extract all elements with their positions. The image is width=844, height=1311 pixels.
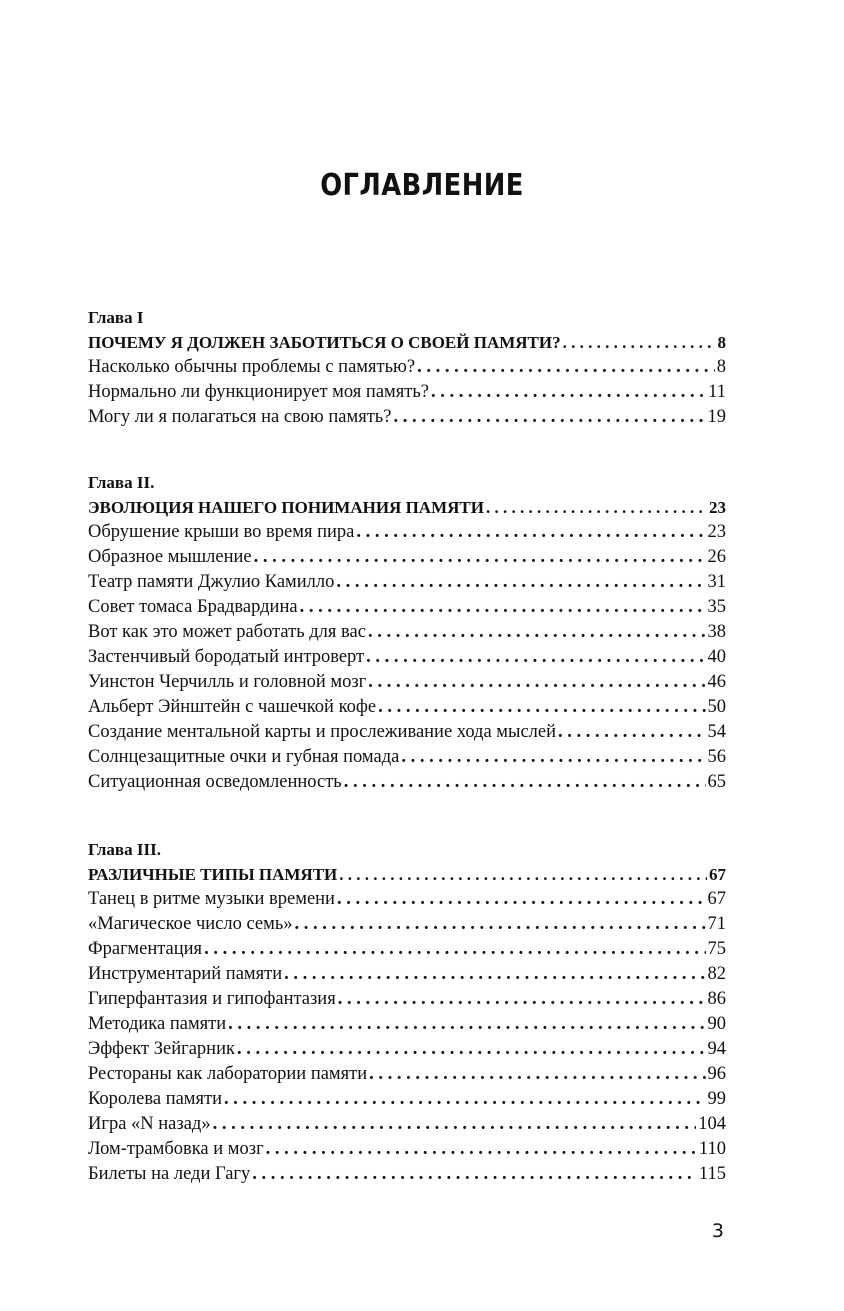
toc-entry[interactable] [88, 987, 726, 1012]
toc-entry-title: Эффект Зейгарник [88, 1039, 235, 1059]
chapter-heading-title: РАЗЛИЧНЫЕ ТИПЫ ПАМЯТИ [88, 865, 338, 884]
dot-leader [369, 1062, 705, 1087]
toc-entry[interactable] [88, 1062, 726, 1087]
dot-leader [486, 495, 707, 520]
toc-entry-page: 71 [707, 914, 726, 934]
toc-entry-title: Могу ли я полагаться на свою память? [88, 407, 392, 427]
chapter-heading-title: ЭВОЛЮЦИЯ НАШЕГО ПОНИМАНИЯ ПАМЯТИ [88, 498, 484, 517]
chapter-heading-title: ПОЧЕМУ Я ДОЛЖЕН ЗАБОТИТЬСЯ О СВОЕЙ ПАМЯТИ? [88, 333, 561, 352]
toc-entry-page: 82 [707, 964, 726, 984]
toc-entry[interactable] [88, 912, 726, 937]
toc-entry-page: 50 [707, 697, 726, 717]
chapter-heading[interactable] [88, 330, 726, 355]
page-title: ОГЛАВЛЕНИЕ [320, 168, 524, 203]
toc-entry[interactable] [88, 695, 726, 720]
toc-entry[interactable] [88, 670, 726, 695]
toc-entry-title: Создание ментальной карты и прослеживание хода мыслей [88, 722, 557, 742]
toc-entry-page: 110 [698, 1139, 726, 1159]
chapter-label: Глава I [88, 308, 144, 327]
toc-entry[interactable] [88, 720, 726, 745]
toc-entry-title: Лом-трамбовка и мозг [88, 1139, 264, 1159]
toc-entry-title: Игра «N назад» [88, 1114, 211, 1134]
toc-entry[interactable] [88, 355, 726, 380]
toc-entry-title: Совет томаса Брадвардина [88, 597, 298, 617]
dot-leader [284, 962, 705, 987]
dot-leader [401, 745, 705, 770]
chapter-heading[interactable] [88, 862, 726, 887]
chapter-label: Глава II. [88, 473, 155, 492]
toc-entry[interactable] [88, 1112, 726, 1137]
dot-leader [337, 887, 706, 912]
dot-leader [431, 380, 706, 405]
toc-entry-title: «Магическое число семь» [88, 914, 293, 934]
dot-leader [252, 1162, 697, 1187]
dot-leader [295, 912, 706, 937]
toc-entry-title: Образное мышление [88, 547, 252, 567]
toc-entry-title: Гиперфантазия и гипофантазия [88, 989, 336, 1009]
toc-entry-page: 75 [707, 939, 726, 959]
toc-entry-page: 56 [707, 747, 726, 767]
toc-entry[interactable] [88, 595, 726, 620]
dot-leader [338, 987, 706, 1012]
toc-entry-title: Билеты на леди Гагу [88, 1164, 251, 1184]
dot-leader [204, 937, 705, 962]
toc-entry[interactable] [88, 1012, 726, 1037]
dot-leader [393, 405, 705, 430]
dot-leader [213, 1112, 697, 1137]
toc-entry[interactable] [88, 1162, 726, 1187]
dot-leader [228, 1012, 705, 1037]
toc-entry[interactable] [88, 937, 726, 962]
toc-entry-page: 46 [707, 672, 726, 692]
chapter-label: Глава III. [88, 840, 161, 859]
toc-entry-title: Альберт Эйнштейн с чашечкой кофе [88, 697, 377, 717]
toc-entry-title: Солнцезащитные очки и губная помада [88, 747, 400, 767]
toc-entry-page: 99 [707, 1089, 726, 1109]
dot-leader [356, 520, 705, 545]
toc-entry-page: 115 [698, 1164, 726, 1184]
dot-leader [368, 620, 706, 645]
toc-entry[interactable] [88, 962, 726, 987]
toc-entry-title: Обрушение крыши во время пира [88, 522, 355, 542]
toc-entry-page: 40 [707, 647, 726, 667]
toc-entry[interactable] [88, 645, 726, 670]
toc-entry-title: Рестораны как лаборатории памяти [88, 1064, 368, 1084]
toc-entry-title: Насколько обычны проблемы с памятью? [88, 357, 416, 377]
toc-entry-page: 11 [708, 382, 726, 402]
toc-entry[interactable] [88, 1137, 726, 1162]
toc-entry-page: 90 [707, 1014, 726, 1034]
toc-entry[interactable] [88, 405, 726, 430]
dot-leader [344, 770, 706, 795]
toc-entry[interactable] [88, 770, 726, 795]
dot-leader [224, 1087, 705, 1112]
toc-entry-title: Методика памяти [88, 1014, 227, 1034]
dot-leader [254, 545, 706, 570]
toc-entry-title: Театр памяти Джулио Камилло [88, 572, 335, 592]
page-number: 3 [711, 1220, 724, 1242]
chapter-3 [88, 837, 726, 1187]
dot-leader [237, 1037, 706, 1062]
dot-leader [417, 355, 715, 380]
dot-leader [339, 862, 707, 887]
chapter-heading[interactable] [88, 495, 726, 520]
toc-entry[interactable] [88, 545, 726, 570]
chapter-heading-page: 8 [717, 333, 726, 352]
toc-entry[interactable] [88, 520, 726, 545]
toc-entry-page: 86 [707, 989, 726, 1009]
dot-leader [563, 330, 716, 355]
toc-entry[interactable] [88, 887, 726, 912]
chapter-heading-page: 67 [709, 865, 726, 884]
toc-entry-title: Уинстон Черчилль и головной мозг [88, 672, 367, 692]
dot-leader [368, 670, 705, 695]
toc-entry-title: Фрагментация [88, 939, 203, 959]
toc-entry-page: 67 [707, 889, 726, 909]
toc-entry[interactable] [88, 1037, 726, 1062]
toc-entry-page: 104 [698, 1114, 726, 1134]
toc-entry-page: 8 [716, 357, 726, 377]
toc-entry[interactable] [88, 1087, 726, 1112]
toc-entry-page: 23 [707, 522, 726, 542]
chapter-1 [88, 305, 726, 430]
toc-entry-page: 38 [707, 622, 726, 642]
toc-entry-page: 31 [707, 572, 726, 592]
toc-entry[interactable] [88, 380, 726, 405]
toc-entry-page: 54 [707, 722, 726, 742]
toc-entry-title: Застенчивый бородатый интроверт [88, 647, 365, 667]
toc-entry-page: 35 [707, 597, 726, 617]
dot-leader [558, 720, 705, 745]
toc-entry-page: 65 [707, 772, 726, 792]
toc-entry[interactable] [88, 570, 726, 595]
toc-entry-title: Нормально ли функционирует моя память? [88, 382, 429, 402]
dot-leader [266, 1137, 697, 1162]
toc-entry-title: Инструментарий памяти [88, 964, 283, 984]
toc-entry-title: Вот как это может работать для вас [88, 622, 366, 642]
dot-leader [366, 645, 705, 670]
dot-leader [336, 570, 705, 595]
toc-entry[interactable] [88, 745, 726, 770]
toc-entry-page: 94 [707, 1039, 726, 1059]
chapter-heading-page: 23 [709, 498, 726, 517]
toc-entry-page: 19 [707, 407, 726, 427]
dot-leader [300, 595, 706, 620]
chapter-2 [88, 470, 726, 795]
toc-entry-title: Танец в ритме музыки времени [88, 889, 335, 909]
toc-entry-title: Королева памяти [88, 1089, 223, 1109]
toc-entry-page: 26 [707, 547, 726, 567]
toc-entry-page: 96 [707, 1064, 726, 1084]
dot-leader [378, 695, 705, 720]
toc-entry-title: Ситуационная осведомленность [88, 772, 342, 792]
toc-entry[interactable] [88, 620, 726, 645]
